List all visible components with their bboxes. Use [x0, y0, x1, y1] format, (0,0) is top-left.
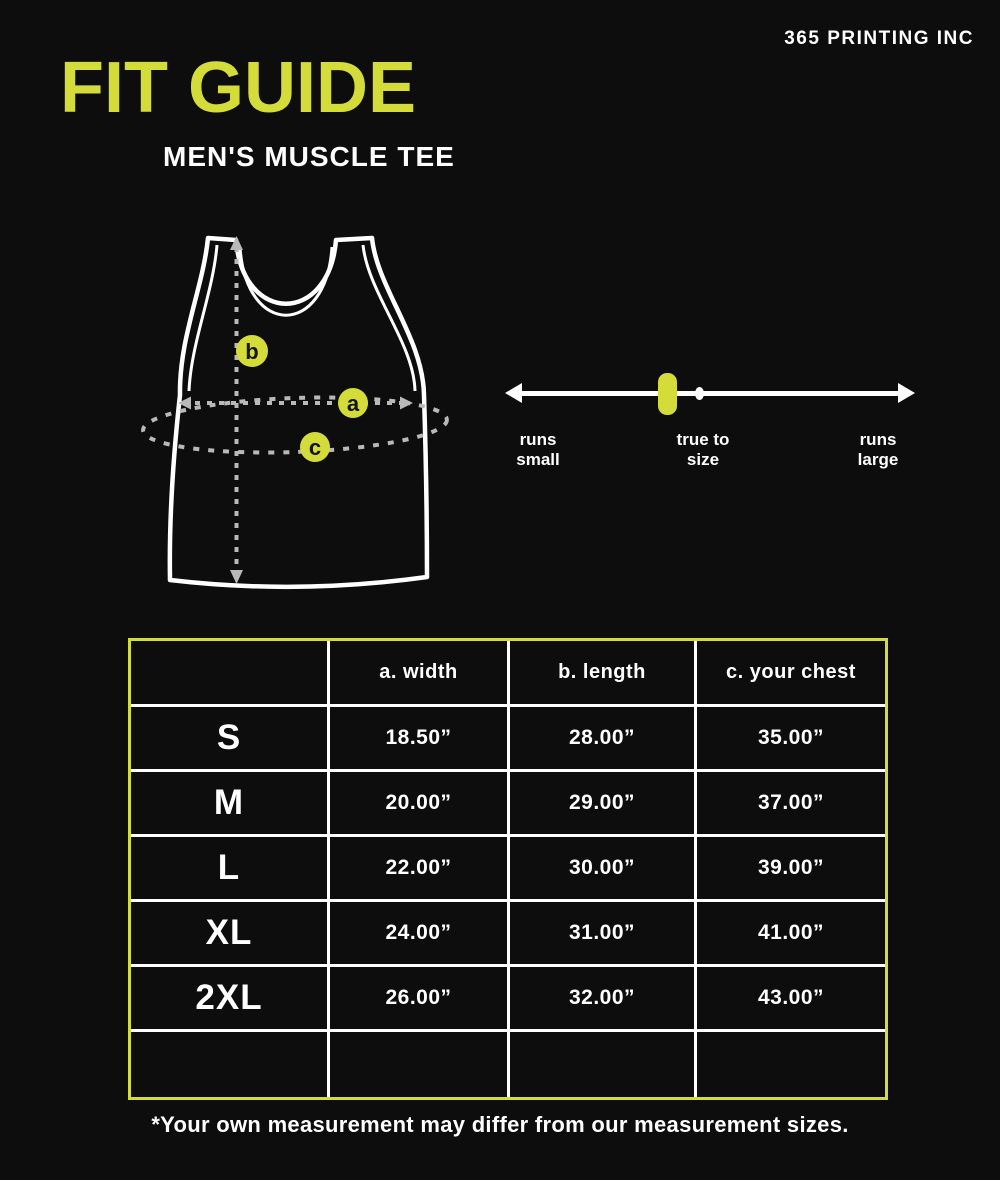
size-label: XL: [131, 902, 330, 967]
chest-value: 43.00”: [697, 967, 885, 1032]
scale-label-line: runs: [519, 430, 557, 449]
width-value: 18.50”: [330, 707, 510, 772]
marker-c: [300, 432, 330, 462]
length-value: 28.00”: [510, 707, 697, 772]
scale-line: [517, 391, 903, 396]
scale-label-line: size: [686, 450, 720, 469]
size-label: [131, 1032, 330, 1097]
scale-label-true-to-size: [677, 430, 730, 470]
length-value: 30.00”: [510, 837, 697, 902]
table-header-row: [131, 641, 885, 707]
size-label: M: [131, 772, 330, 837]
length-value: [510, 1032, 697, 1097]
scale-label-runs-small: [516, 430, 559, 470]
marker-a-label: a: [346, 391, 360, 416]
table-row: [131, 772, 885, 837]
size-label: S: [131, 707, 330, 772]
table-row: [131, 967, 885, 1032]
tee-outline-icon: [170, 238, 427, 587]
marker-b: [236, 335, 268, 367]
scale-label-line: runs: [859, 430, 897, 449]
width-value: 22.00”: [330, 837, 510, 902]
column-header-chest: c. your chest: [697, 641, 885, 707]
page-title: FIT GUIDE: [60, 48, 416, 128]
table-row: [131, 902, 885, 967]
marker-a: [338, 388, 368, 418]
table-row-empty: [131, 1032, 885, 1097]
chest-value: 39.00”: [697, 837, 885, 902]
chest-value: [697, 1032, 885, 1097]
page-subtitle: MEN'S MUSCLE TEE: [163, 141, 455, 172]
table-row: [131, 707, 885, 772]
measurement-lines: [142, 236, 448, 584]
length-value: 31.00”: [510, 902, 697, 967]
size-table: [128, 638, 888, 1100]
scale-label-runs-large: [858, 430, 899, 470]
scale-arrow-right-icon: [898, 383, 915, 403]
scale-label-line: small: [516, 450, 560, 469]
fit-scale: [505, 360, 915, 475]
table-row: [131, 837, 885, 902]
scale-label-line: large: [857, 450, 899, 469]
length-value: 32.00”: [510, 967, 697, 1032]
width-value: 20.00”: [330, 772, 510, 837]
chest-value: 37.00”: [697, 772, 885, 837]
length-value: 29.00”: [510, 772, 697, 837]
size-label: 2XL: [131, 967, 330, 1032]
width-value: 26.00”: [330, 967, 510, 1032]
chest-value: 41.00”: [697, 902, 885, 967]
scale-label-line: true to: [676, 430, 730, 449]
width-value: [330, 1032, 510, 1097]
width-value: 24.00”: [330, 902, 510, 967]
column-header-length: b. length: [510, 641, 697, 707]
marker-b-label: b: [245, 339, 259, 364]
column-header-width: a. width: [330, 641, 510, 707]
muscle-tee-diagram: [133, 223, 463, 598]
size-label: L: [131, 837, 330, 902]
brand-name: 365 PRINTING INC: [784, 28, 974, 49]
column-header-size: [131, 641, 330, 707]
measurement-disclaimer: *Your own measurement may differ from our measurement sizes.: [151, 1112, 849, 1137]
scale-marker-icon: [658, 373, 677, 415]
chest-value: 35.00”: [697, 707, 885, 772]
scale-center-dot-icon: [695, 387, 704, 400]
marker-c-label: c: [308, 435, 322, 460]
